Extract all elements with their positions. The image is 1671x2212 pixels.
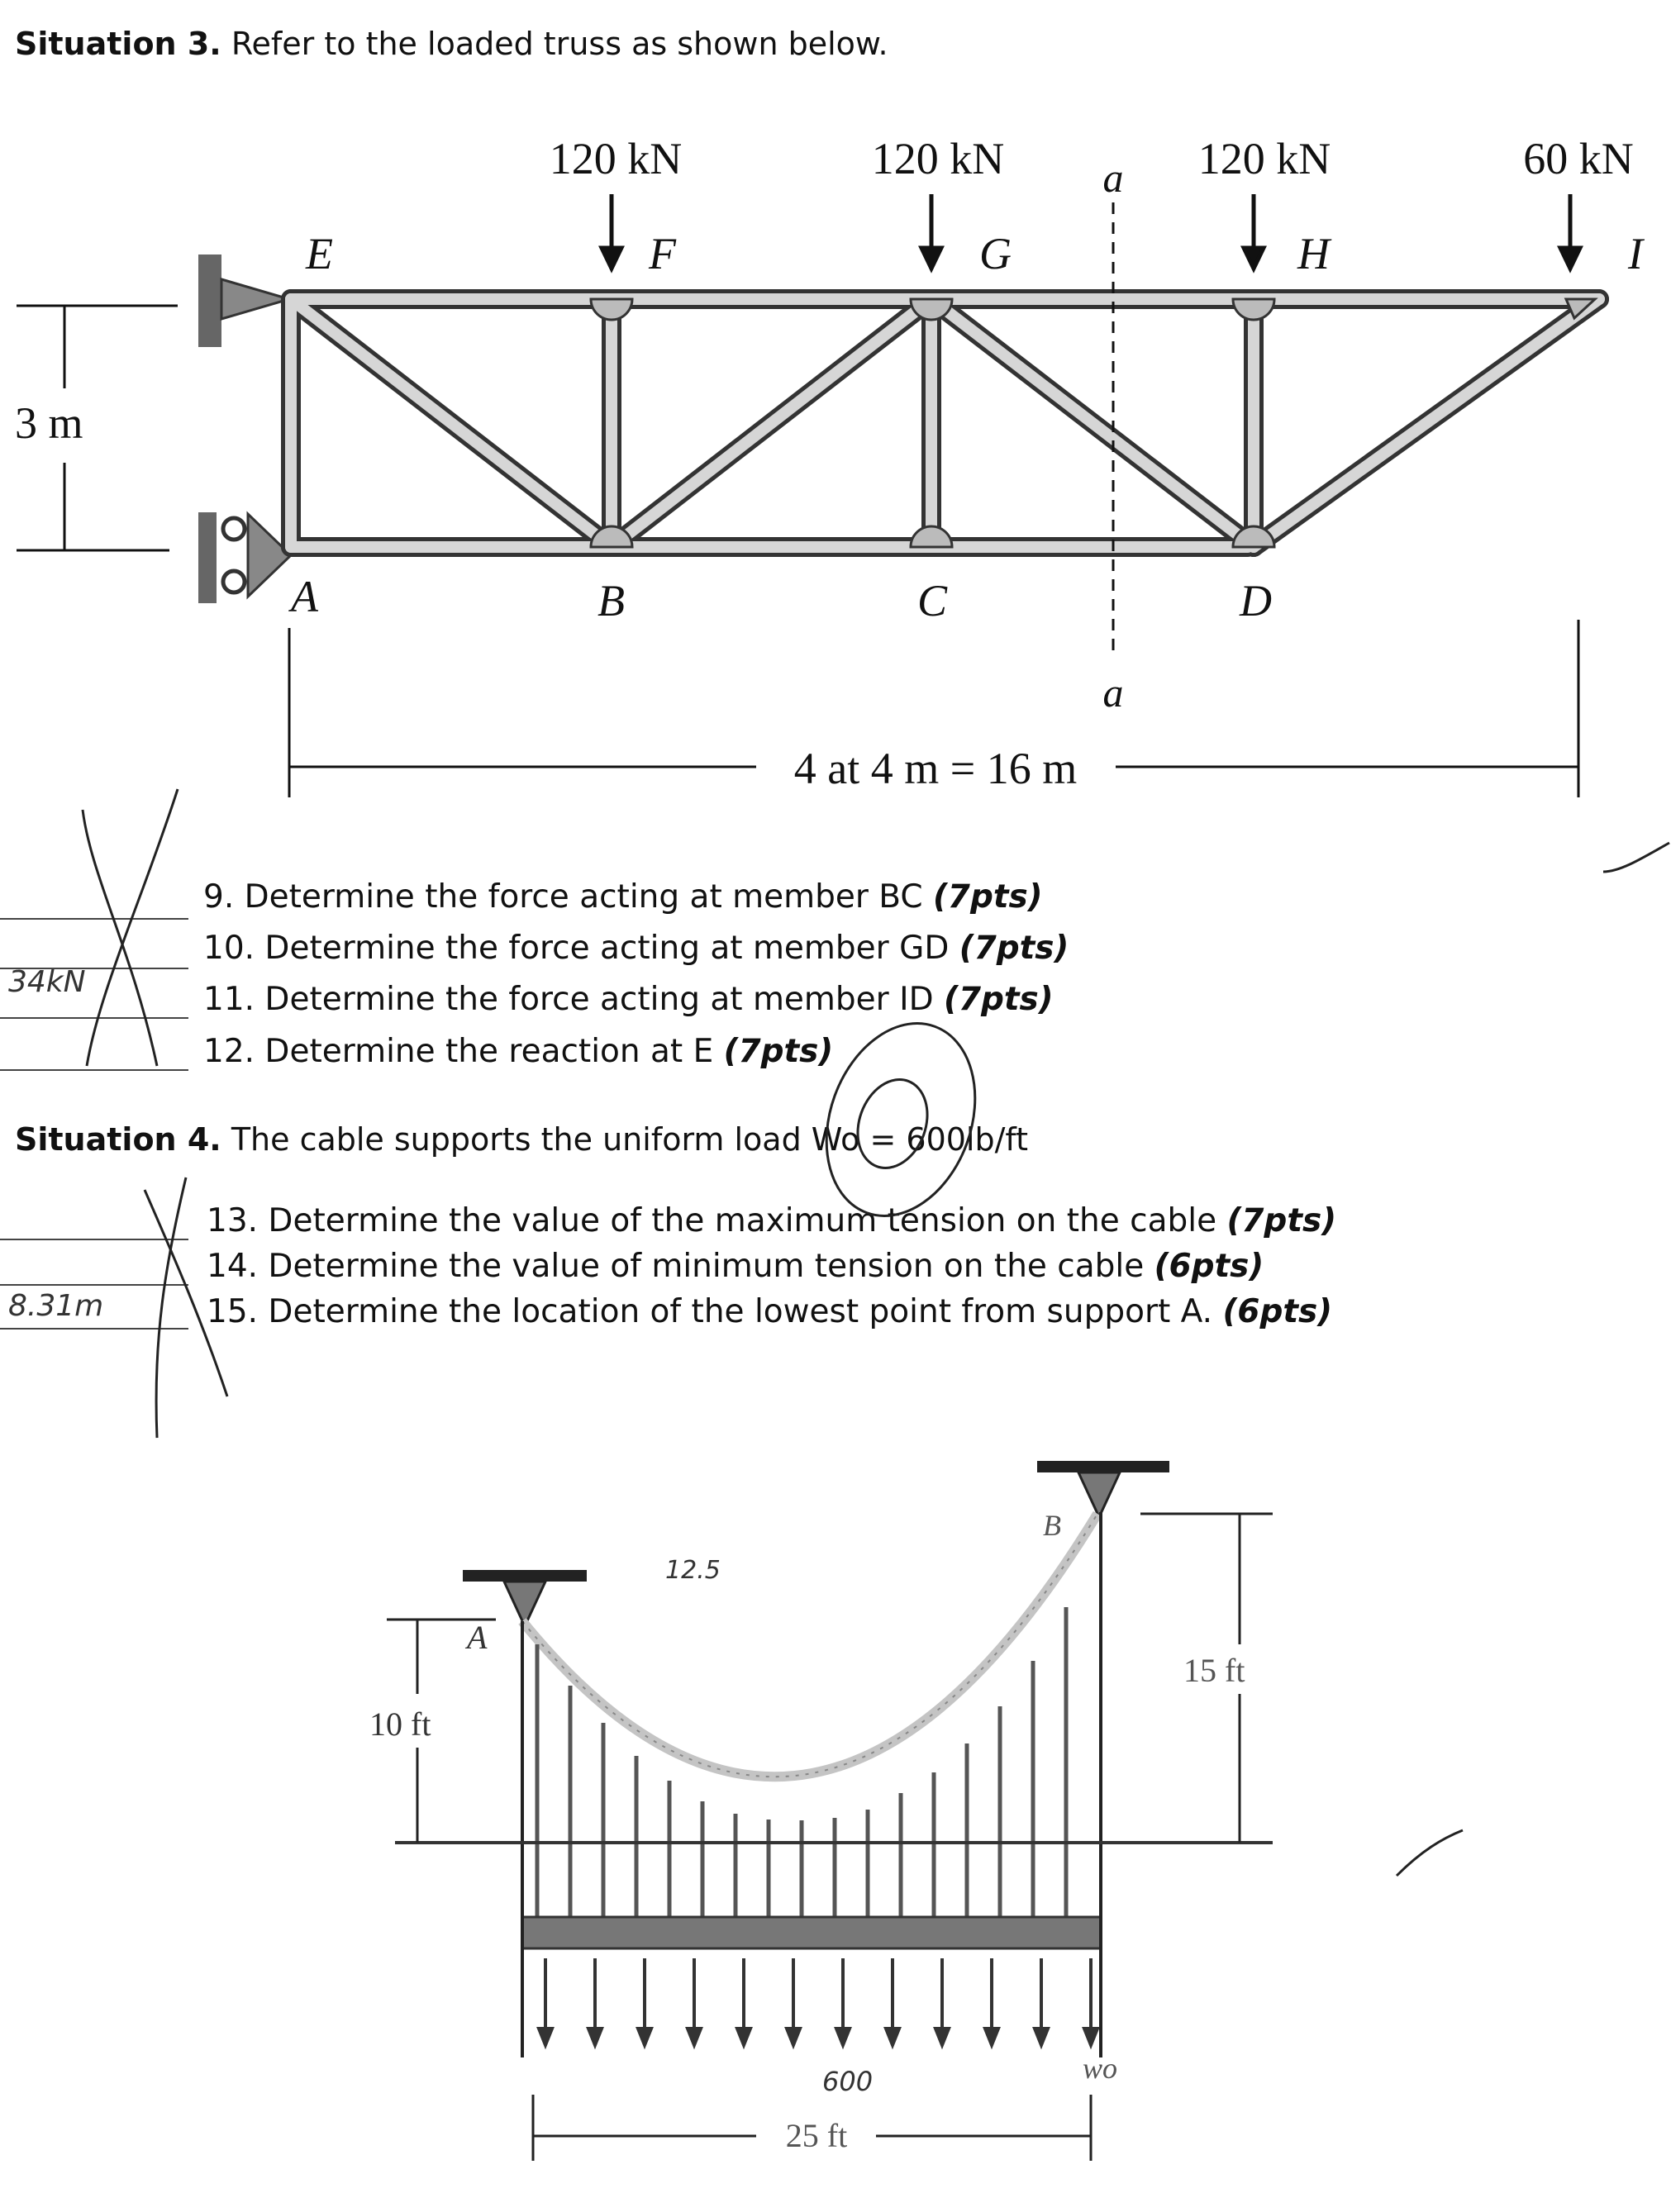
situation3-heading: Situation 3. Refer to the loaded truss as shown below. bbox=[15, 26, 888, 62]
pencil-cross-stroke-4 bbox=[156, 1177, 186, 1438]
distributed-load-arrows bbox=[539, 1958, 1097, 2045]
support-b-label: B bbox=[1043, 1509, 1061, 1542]
support-b-ceiling bbox=[1037, 1461, 1169, 1472]
truss-members bbox=[291, 299, 1599, 547]
question-10: 10. Determine the force acting at member GD (7pts) bbox=[203, 930, 1069, 967]
support-b-bracket bbox=[1078, 1472, 1120, 1517]
node-labels bbox=[288, 229, 1645, 626]
load-arrows bbox=[602, 194, 1580, 269]
truss-diagram bbox=[15, 134, 1645, 797]
question-9: 9. Determine the force acting at member BC (7pts) bbox=[203, 878, 1043, 916]
handwritten-answer-9: 34kN bbox=[8, 965, 86, 999]
question-15: 15. Determine the location of the lowest point from support A. (6pts) bbox=[207, 1293, 1333, 1330]
node-label-i: I bbox=[1628, 229, 1643, 278]
node-label-h: H bbox=[1297, 229, 1330, 278]
deck bbox=[522, 1917, 1101, 1948]
node-label-g: G bbox=[979, 229, 1012, 278]
span-dim-label: 4 at 4 m = 16 m bbox=[793, 744, 1078, 793]
dim-15ft-label: 15 ft bbox=[1183, 1652, 1245, 1689]
cable-hangers bbox=[537, 1607, 1066, 1917]
node-label-c: C bbox=[917, 576, 948, 626]
roller-a-top bbox=[223, 518, 245, 540]
pencil-cross-stroke-2 bbox=[87, 789, 178, 1066]
situation3-questions bbox=[203, 878, 1069, 1070]
support-a-ceiling bbox=[463, 1570, 587, 1582]
support-a-label: A bbox=[467, 1619, 488, 1656]
pin-support-e-wall bbox=[198, 254, 221, 347]
cable-diagram bbox=[369, 1461, 1273, 2161]
question-12: 12. Determine the reaction at E (7pts) bbox=[203, 1033, 834, 1070]
situation4-questions bbox=[207, 1202, 1336, 1330]
cable bbox=[522, 1514, 1097, 1777]
pin-support-e bbox=[221, 279, 289, 319]
node-label-b: B bbox=[597, 576, 625, 626]
section-label-top: a bbox=[1102, 155, 1124, 201]
dim-25ft-label: 25 ft bbox=[785, 2117, 848, 2154]
member-eb bbox=[291, 299, 612, 547]
member-di bbox=[1254, 299, 1599, 547]
check-mark-2 bbox=[1397, 1830, 1463, 1876]
handwritten-answer-15: 8.31m bbox=[8, 1289, 104, 1323]
dim-10ft-label: 10 ft bbox=[369, 1705, 431, 1743]
section-label-bottom: a bbox=[1102, 669, 1124, 716]
load-label-g: 120 kN bbox=[871, 134, 1005, 183]
load-label-h: 120 kN bbox=[1197, 134, 1331, 183]
gusset-h bbox=[1233, 299, 1274, 320]
load-label-f: 120 kN bbox=[549, 134, 683, 183]
node-label-a: A bbox=[291, 572, 318, 621]
handwritten-note-bottom: 600 bbox=[822, 2066, 874, 2097]
handwritten-note-top: 12.5 bbox=[665, 1556, 721, 1585]
member-gd bbox=[931, 299, 1254, 547]
load-label-wo: wo bbox=[1083, 2052, 1118, 2085]
node-label-f: F bbox=[649, 229, 676, 278]
node-label-e: E bbox=[306, 229, 333, 278]
member-bg bbox=[612, 299, 931, 547]
cable-texture bbox=[522, 1514, 1097, 1777]
situation4-heading: Situation 4. The cable supports the uniform load Wo = 600lb/ft bbox=[15, 1121, 1029, 1158]
height-dim-label: 3 m bbox=[15, 398, 83, 448]
check-mark-1 bbox=[1603, 843, 1669, 872]
truss-members-outline bbox=[291, 299, 1599, 547]
pencil-cross-stroke-1 bbox=[83, 810, 157, 1066]
question-14: 14. Determine the value of minimum tension on the cable (6pts) bbox=[207, 1248, 1264, 1285]
roller-a-bottom bbox=[223, 571, 245, 592]
node-label-d: D bbox=[1240, 576, 1272, 626]
question-13: 13. Determine the value of the maximum tension on the cable (7pts) bbox=[207, 1202, 1337, 1239]
gusset-f bbox=[591, 299, 632, 320]
question-11: 11. Determine the force acting at member ID (7pts) bbox=[203, 981, 1054, 1018]
roller-support-a-wall bbox=[198, 512, 217, 603]
load-label-i: 60 kN bbox=[1523, 134, 1634, 183]
gusset-c bbox=[911, 526, 952, 547]
